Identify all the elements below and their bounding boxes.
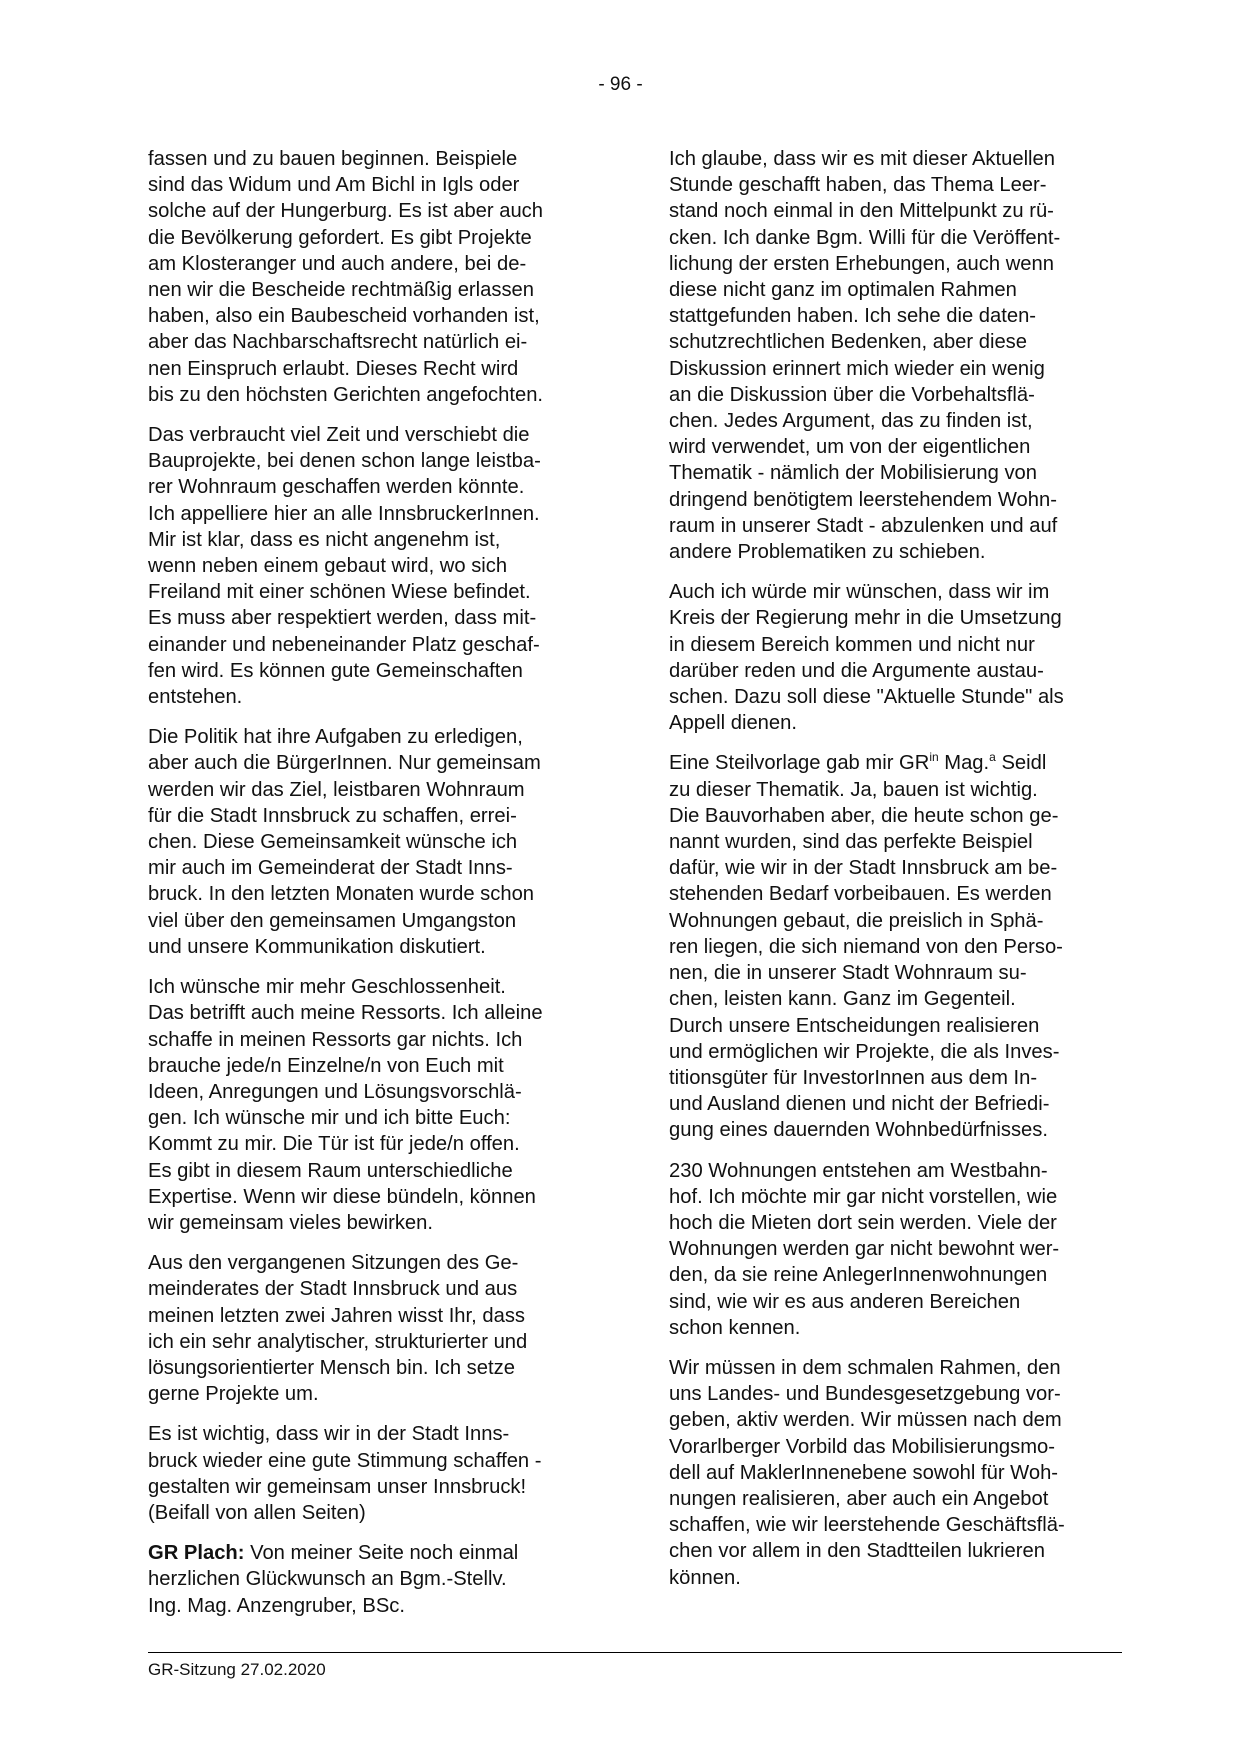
text-line: die Bevölkerung gefordert. Es gibt Projekte <box>148 226 532 249</box>
text-line: bis zu den höchsten Gerichten angefochten. <box>148 383 544 406</box>
text-line: in diesem Bereich kommen und nicht nur <box>669 633 1035 656</box>
text-line: titionsgüter für InvestorInnen aus dem In- <box>669 1066 1038 1089</box>
text-line: Es gibt in diesem Raum unterschiedliche <box>148 1159 513 1182</box>
text-line: brauche jede/n Einzelne/n von Euch mit <box>148 1054 504 1077</box>
text-line: Kommt zu mir. Die Tür ist für jede/n offen. <box>148 1133 520 1156</box>
paragraph <box>148 1250 596 1407</box>
text-line: 230 Wohnungen entstehen am Westbahn- <box>669 1159 1048 1182</box>
text-line: solche auf der Hungerburg. Es ist aber auch <box>148 200 544 223</box>
text-line: den, da sie reine AnlegerInnenwohnungen <box>669 1264 1048 1287</box>
text-line: Es muss aber respektiert werden, dass mit- <box>148 607 537 630</box>
footer-text: GR-Sitzung 27.02.2020 <box>148 1660 326 1679</box>
text-line: fassen und zu bauen beginnen. Beispiele <box>148 148 518 170</box>
paragraph <box>669 579 1117 736</box>
text-fragment: Seidl <box>995 752 1047 775</box>
text-line: meinen letzten zwei Jahren wisst Ihr, dass <box>148 1304 526 1327</box>
text-line: Ich appelliere hier an alle InnsbruckerInnen. <box>148 502 540 525</box>
text-line: rer Wohnraum geschaffen werden könnte. <box>148 476 525 499</box>
text-line: fen wird. Es können gute Gemeinschaften <box>148 659 523 682</box>
text-line: dafür, wie wir in der Stadt Innsbruck am be- <box>669 857 1058 880</box>
text-line: meinderates der Stadt Innsbruck und aus <box>148 1278 518 1301</box>
text-line: sind das Widum und Am Bichl in Igls oder <box>148 174 520 197</box>
text-line: einander und nebeneinander Platz geschaf- <box>148 633 540 656</box>
text-line: cken. Ich danke Bgm. Willi für die Veröffent- <box>669 226 1061 249</box>
text-line: Ing. Mag. Anzengruber, BSc. <box>148 1594 405 1617</box>
text-line: und ermöglichen wir Projekte, die als Inves- <box>669 1040 1060 1063</box>
text-line: lösungsorientierter Mensch bin. Ich setze <box>148 1356 515 1379</box>
text-line: Expertise. Wenn wir diese bündeln, können <box>148 1185 536 1208</box>
text-line: Die Politik hat ihre Aufgaben zu erledigen, <box>148 726 523 749</box>
text-fragment: Mag. <box>938 752 990 775</box>
text-line: schon kennen. <box>669 1316 801 1339</box>
text-line <box>148 1540 596 1566</box>
text-line: werden wir das Ziel, leistbaren Wohnraum <box>148 778 525 801</box>
paragraph <box>669 1158 1117 1341</box>
text-line: Ich wünsche mir mehr Geschlossenheit. <box>148 976 506 999</box>
paragraph <box>669 750 1117 1143</box>
text-line: herzlichen Glückwunsch an Bgm.-Stellv. <box>148 1568 507 1591</box>
text-line: Mir ist klar, dass es nicht angenehm ist, <box>148 528 501 551</box>
text-line: uns Landes- und Bundesgesetzgebung vor- <box>669 1383 1061 1406</box>
text-line: für die Stadt Innsbruck zu schaffen, errei- <box>148 804 517 827</box>
text-line: hof. Ich möchte mir gar nicht vorstellen, wie <box>669 1185 1058 1208</box>
text-line: und unsere Kommunikation diskutiert. <box>148 935 486 958</box>
text-line: Aus den vergangenen Sitzungen des Ge- <box>148 1252 519 1275</box>
text-line: gen. Ich wünsche mir und ich bitte Euch: <box>148 1107 511 1130</box>
page-number: - 96 - <box>598 74 643 95</box>
text-line: sind, wie wir es aus anderen Bereichen <box>669 1290 1021 1313</box>
text-line: dell auf MaklerInnenebene sowohl für Woh- <box>669 1461 1059 1484</box>
text-line: wird verwendet, um von der eigentlichen <box>669 436 1031 459</box>
text-line: stand noch einmal in den Mittelpunkt zu rü- <box>669 200 1054 223</box>
text-fragment: Von meiner Seite noch einmal <box>244 1542 519 1565</box>
left-column <box>148 146 596 1633</box>
text-line: dringend benötigtem leerstehendem Wohn- <box>669 488 1057 511</box>
text-line: am Klosteranger und auch andere, bei de- <box>148 252 527 275</box>
superscript: a <box>989 749 996 764</box>
text-line: entstehen. <box>148 686 243 709</box>
text-line: Es ist wichtig, dass wir in der Stadt Inns- <box>148 1423 510 1446</box>
text-line: Thematik - nämlich der Mobilisierung von <box>669 462 1038 485</box>
text-line <box>669 750 1117 776</box>
text-line: Wohnungen werden gar nicht bewohnt wer- <box>669 1238 1060 1261</box>
text-line: und Ausland dienen und nicht der Befriedi- <box>669 1093 1050 1116</box>
text-line: schutzrechtlichen Bedenken, aber diese <box>669 331 1027 354</box>
text-line: Diskussion erinnert mich wieder ein wenig <box>669 357 1045 380</box>
text-line: Vorarlberger Vorbild das Mobilisierungsmo- <box>669 1435 1055 1458</box>
text-line: aber auch die BürgerInnen. Nur gemeinsam <box>148 752 541 775</box>
text-line: chen. Jedes Argument, das zu finden ist, <box>669 410 1033 433</box>
text-line: raum in unserer Stadt - abzulenken und auf <box>669 514 1058 537</box>
text-line: Stunde geschafft haben, das Thema Leer- <box>669 174 1047 197</box>
text-line: lichung der ersten Erhebungen, auch wenn <box>669 252 1054 275</box>
paragraph <box>669 1355 1117 1591</box>
text-line: schaffen, wie wir leerstehende Geschäftsflä- <box>669 1514 1065 1537</box>
text-line: zu dieser Thematik. Ja, bauen ist wichtig. <box>669 778 1038 801</box>
text-line: Die Bauvorhaben aber, die heute schon ge- <box>669 804 1059 827</box>
footer-divider <box>148 1652 1122 1653</box>
text-line: chen vor allem in den Stadtteilen lukrieren <box>669 1540 1045 1563</box>
text-line: Durch unsere Entscheidungen realisieren <box>669 1014 1040 1037</box>
text-line: wir gemeinsam vieles bewirken. <box>148 1211 433 1234</box>
text-line: Wir müssen in dem schmalen Rahmen, den <box>669 1356 1061 1379</box>
text-line: bruck wieder eine gute Stimmung schaffen - <box>148 1449 542 1472</box>
text-line: bruck. In den letzten Monaten wurde schon <box>148 883 535 906</box>
text-line: können. <box>669 1566 741 1589</box>
text-line: nannt wurden, sind das perfekte Beispiel <box>669 831 1033 854</box>
speaker-paragraph <box>148 1540 596 1619</box>
text-line: gerne Projekte um. <box>148 1383 319 1406</box>
text-line: chen, leisten kann. Ganz im Gegenteil. <box>669 988 1016 1011</box>
text-line: Das betrifft auch meine Ressorts. Ich alleine <box>148 1002 543 1025</box>
text-line: Kreis der Regierung mehr in die Umsetzung <box>669 607 1062 630</box>
applause-note: (Beifall von allen Seiten) <box>148 1501 366 1524</box>
text-line: gestalten wir gemeinsam unser Innsbruck! <box>148 1475 527 1498</box>
paragraph <box>148 1421 596 1526</box>
text-line: nen wir die Bescheide rechtmäßig erlassen <box>148 279 534 302</box>
text-line: Appell dienen. <box>669 712 797 735</box>
text-line: mir auch im Gemeinderat der Stadt Inns- <box>148 857 513 880</box>
text-line: wenn neben einem gebaut wird, wo sich <box>148 555 508 578</box>
text-line: schen. Dazu soll diese "Aktuelle Stunde" als <box>669 686 1064 709</box>
text-line: nen Einspruch erlaubt. Dieses Recht wird <box>148 357 519 380</box>
paragraph <box>669 146 1117 565</box>
text-line: haben, also ein Baubescheid vorhanden ist, <box>148 305 540 328</box>
text-line: chen. Diese Gemeinsamkeit wünsche ich <box>148 831 518 854</box>
text-fragment: Eine Steilvorlage gab mir GR <box>669 752 930 775</box>
text-line: diese nicht ganz im optimalen Rahmen <box>669 279 1017 302</box>
text-line: Ich glaube, dass wir es mit dieser Aktuellen <box>669 148 1055 170</box>
paragraph <box>148 146 596 408</box>
text-line: nungen realisieren, aber auch ein Angebot <box>669 1487 1049 1510</box>
text-line: an die Diskussion über die Vorbehaltsflä- <box>669 383 1035 406</box>
text-line: Ideen, Anregungen und Lösungsvorschlä- <box>148 1080 522 1103</box>
paragraph <box>148 422 596 710</box>
right-column <box>669 146 1117 1605</box>
text-line: ich ein sehr analytischer, strukturierter und <box>148 1330 528 1353</box>
text-line: Freiland mit einer schönen Wiese befindet. <box>148 581 531 604</box>
text-line: geben, aktiv werden. Wir müssen nach dem <box>669 1409 1062 1432</box>
speaker-name: GR Plach: <box>148 1542 245 1565</box>
text-line: Bauprojekte, bei denen schon lange leistba- <box>148 450 541 473</box>
text-line: stattgefunden haben. Ich sehe die daten- <box>669 305 1037 328</box>
superscript: in <box>929 749 939 764</box>
text-line: stehenden Bedarf vorbeibauen. Es werden <box>669 883 1052 906</box>
text-line: gung eines dauernden Wohnbedürfnisses. <box>669 1119 1048 1142</box>
text-line: viel über den gemeinsamen Umgangston <box>148 909 517 932</box>
text-line: hoch die Mieten dort sein werden. Viele der <box>669 1211 1057 1234</box>
text-line: Das verbraucht viel Zeit und verschiebt die <box>148 424 530 447</box>
paragraph <box>148 724 596 960</box>
text-line: Auch ich würde mir wünschen, dass wir im <box>669 581 1050 604</box>
text-line: schaffe in meinen Ressorts gar nichts. Ich <box>148 1028 523 1051</box>
text-line: Wohnungen gebaut, die preislich in Sphä- <box>669 909 1044 932</box>
text-line: darüber reden und die Argumente austau- <box>669 659 1044 682</box>
text-line: nen, die in unserer Stadt Wohnraum su- <box>669 962 1027 985</box>
paragraph <box>148 974 596 1236</box>
text-line: andere Problematiken zu schieben. <box>669 541 986 564</box>
text-line: ren liegen, die sich niemand von den Perso- <box>669 935 1063 958</box>
text-line: aber das Nachbarschaftsrecht natürlich ei- <box>148 331 528 354</box>
